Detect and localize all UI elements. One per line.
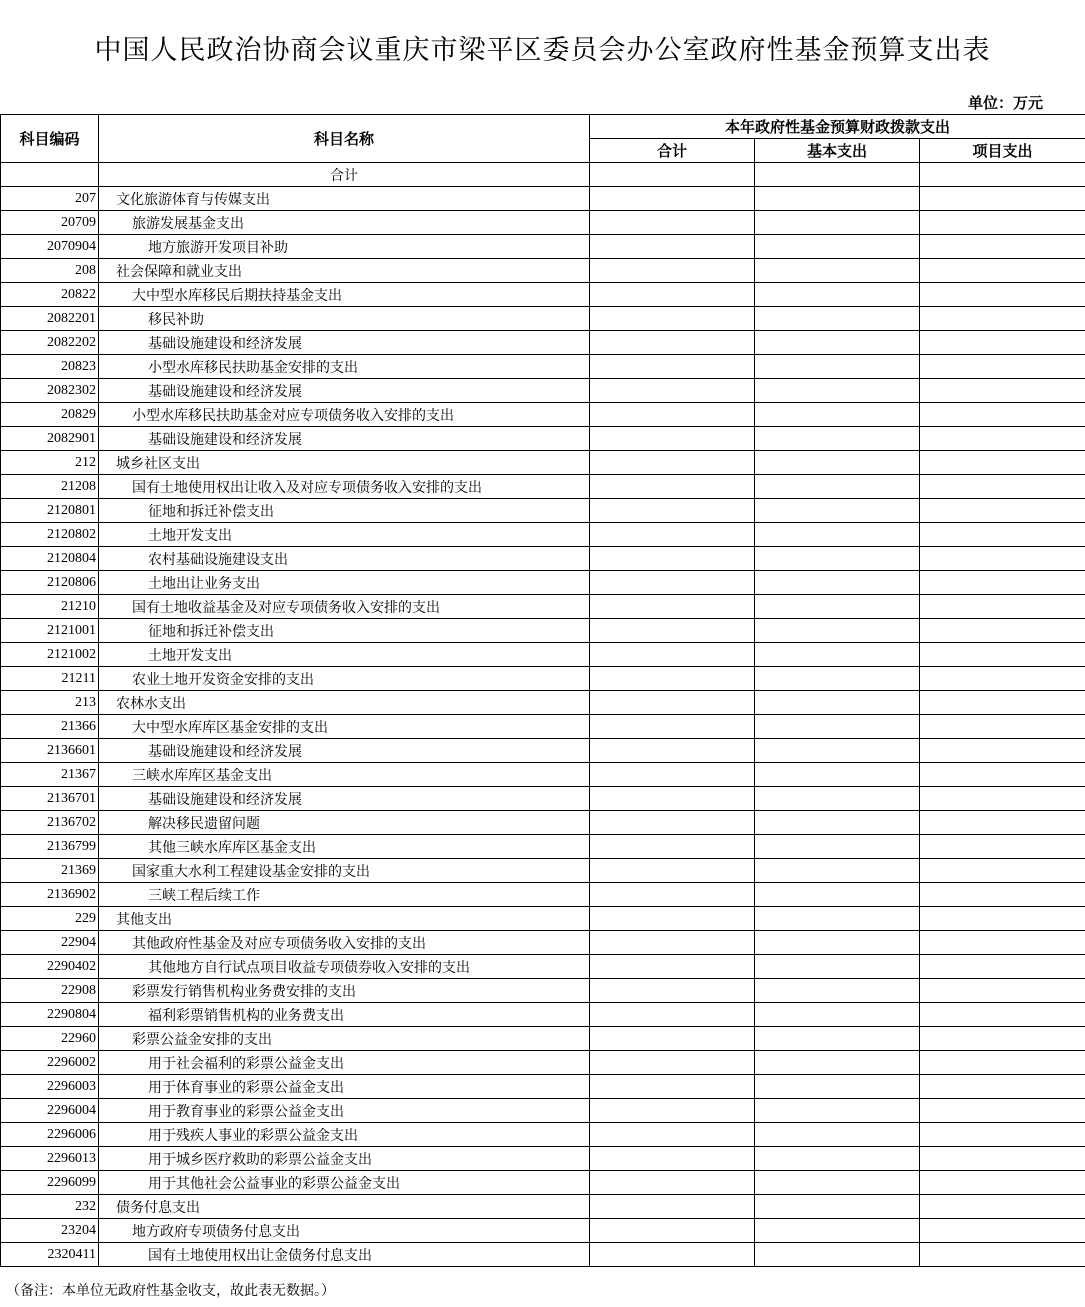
row-project-cell (920, 331, 1085, 355)
row-code: 208 (1, 259, 99, 283)
row-project-cell (920, 283, 1085, 307)
row-project-cell (920, 1171, 1085, 1195)
row-code: 2121001 (1, 619, 99, 643)
row-total-cell (590, 403, 755, 427)
row-basic-cell (755, 1027, 920, 1051)
row-code: 2296002 (1, 1051, 99, 1075)
row-code: 229 (1, 907, 99, 931)
row-name: 基础设施建设和经济发展 (99, 331, 590, 355)
row-total-cell (590, 691, 755, 715)
row-total-cell (590, 811, 755, 835)
row-basic-cell (755, 235, 920, 259)
row-basic-cell (755, 643, 920, 667)
row-project-cell (920, 643, 1085, 667)
row-total-cell (590, 883, 755, 907)
row-name: 农业土地开发资金安排的支出 (99, 667, 590, 691)
row-total-cell (590, 547, 755, 571)
row-name: 其他三峡水库库区基金支出 (99, 835, 590, 859)
table-row (1, 931, 1085, 955)
row-basic-cell (755, 187, 920, 211)
row-name: 三峡水库库区基金支出 (99, 763, 590, 787)
table-row (1, 307, 1085, 331)
row-total-cell (590, 1243, 755, 1267)
row-name: 土地开发支出 (99, 643, 590, 667)
row-total-cell (590, 955, 755, 979)
row-name: 土地开发支出 (99, 523, 590, 547)
row-project-cell (920, 1075, 1085, 1099)
row-total-cell (590, 379, 755, 403)
row-name: 国有土地收益基金及对应专项债务收入安排的支出 (99, 595, 590, 619)
row-code: 2136702 (1, 811, 99, 835)
table-row (1, 1075, 1085, 1099)
row-name: 大中型水库移民后期扶持基金支出 (99, 283, 590, 307)
row-basic-cell (755, 283, 920, 307)
table-row (1, 715, 1085, 739)
row-code: 2136902 (1, 883, 99, 907)
row-name: 基础设施建设和经济发展 (99, 787, 590, 811)
row-project-cell (920, 739, 1085, 763)
row-total-cell (590, 259, 755, 283)
row-basic-cell (755, 403, 920, 427)
row-basic-cell (755, 1051, 920, 1075)
row-total-cell (590, 427, 755, 451)
row-code: 2320411 (1, 1243, 99, 1267)
row-code: 20823 (1, 355, 99, 379)
row-project-cell (920, 1051, 1085, 1075)
row-basic-cell (755, 451, 920, 475)
table-row (1, 523, 1085, 547)
row-code: 20709 (1, 211, 99, 235)
row-name: 社会保障和就业支出 (99, 259, 590, 283)
row-code: 2296006 (1, 1123, 99, 1147)
table-row (1, 691, 1085, 715)
row-project-cell (920, 451, 1085, 475)
row-basic-cell (755, 907, 920, 931)
row-code: 21211 (1, 667, 99, 691)
row-code: 2082901 (1, 427, 99, 451)
row-basic-cell (755, 715, 920, 739)
row-code: 2136799 (1, 835, 99, 859)
row-total-cell (590, 307, 755, 331)
table-row (1, 1171, 1085, 1195)
row-code: 2082302 (1, 379, 99, 403)
row-name: 旅游发展基金支出 (99, 211, 590, 235)
table-row (1, 355, 1085, 379)
row-name: 基础设施建设和经济发展 (99, 739, 590, 763)
row-project-cell (920, 1123, 1085, 1147)
row-name: 小型水库移民扶助基金安排的支出 (99, 355, 590, 379)
row-basic-cell (755, 835, 920, 859)
row-project-cell (920, 307, 1085, 331)
row-basic-cell (755, 1243, 920, 1267)
row-code: 2120804 (1, 547, 99, 571)
unit-label: 单位：万元 (967, 94, 1043, 112)
row-project-cell (920, 1243, 1085, 1267)
row-code: 2070904 (1, 235, 99, 259)
row-name: 用于社会福利的彩票公益金支出 (99, 1051, 590, 1075)
row-basic-cell (755, 739, 920, 763)
row-project-cell (920, 1099, 1085, 1123)
row-basic-cell (755, 931, 920, 955)
row-total-cell (590, 499, 755, 523)
header-project: 项目支出 (920, 139, 1085, 163)
row-total-cell (590, 835, 755, 859)
row-project-cell (920, 523, 1085, 547)
table-row (1, 667, 1085, 691)
row-project-cell (920, 667, 1085, 691)
table-row (1, 379, 1085, 403)
row-total-cell (590, 331, 755, 355)
row-project-cell (920, 499, 1085, 523)
table-row (1, 1123, 1085, 1147)
row-project-cell (920, 1147, 1085, 1171)
row-total-cell (590, 643, 755, 667)
row-code: 2296003 (1, 1075, 99, 1099)
table-row (1, 859, 1085, 883)
total-project-cell (920, 163, 1085, 187)
table-row (1, 811, 1085, 835)
row-name: 地方旅游开发项目补助 (99, 235, 590, 259)
row-total-cell (590, 1027, 755, 1051)
row-project-cell (920, 859, 1085, 883)
row-basic-cell (755, 211, 920, 235)
row-project-cell (920, 1195, 1085, 1219)
table-row (1, 739, 1085, 763)
row-basic-cell (755, 427, 920, 451)
row-basic-cell (755, 307, 920, 331)
row-total-cell (590, 235, 755, 259)
row-name: 用于其他社会公益事业的彩票公益金支出 (99, 1171, 590, 1195)
row-project-cell (920, 427, 1085, 451)
row-project-cell (920, 931, 1085, 955)
table-row (1, 259, 1085, 283)
row-project-cell (920, 475, 1085, 499)
row-project-cell (920, 235, 1085, 259)
row-basic-cell (755, 667, 920, 691)
row-code: 20829 (1, 403, 99, 427)
row-total-cell (590, 859, 755, 883)
table-row (1, 835, 1085, 859)
row-name: 债务付息支出 (99, 1195, 590, 1219)
row-total-cell (590, 787, 755, 811)
budget-table (0, 114, 1085, 1267)
row-basic-cell (755, 1195, 920, 1219)
row-name: 其他政府性基金及对应专项债务收入安排的支出 (99, 931, 590, 955)
row-total-cell (590, 763, 755, 787)
row-project-cell (920, 379, 1085, 403)
table-row (1, 1003, 1085, 1027)
row-code: 2120802 (1, 523, 99, 547)
row-basic-cell (755, 1003, 920, 1027)
row-total-cell (590, 475, 755, 499)
row-project-cell (920, 1219, 1085, 1243)
total-code-cell (1, 163, 99, 187)
header-basic: 基本支出 (755, 139, 920, 163)
row-project-cell (920, 715, 1085, 739)
row-total-cell (590, 1099, 755, 1123)
row-name: 土地出让业务支出 (99, 571, 590, 595)
table-row (1, 1051, 1085, 1075)
row-total-cell (590, 1123, 755, 1147)
row-code: 2120806 (1, 571, 99, 595)
row-code: 2082201 (1, 307, 99, 331)
row-code: 21208 (1, 475, 99, 499)
row-code: 2120801 (1, 499, 99, 523)
row-code: 232 (1, 1195, 99, 1219)
table-row (1, 187, 1085, 211)
row-basic-cell (755, 955, 920, 979)
row-project-cell (920, 619, 1085, 643)
row-name: 彩票发行销售机构业务费安排的支出 (99, 979, 590, 1003)
row-name: 国有土地使用权出让收入及对应专项债务收入安排的支出 (99, 475, 590, 499)
row-name: 城乡社区支出 (99, 451, 590, 475)
row-code: 207 (1, 187, 99, 211)
row-name: 彩票公益金安排的支出 (99, 1027, 590, 1051)
row-code: 2290402 (1, 955, 99, 979)
header-total: 合计 (590, 139, 755, 163)
row-basic-cell (755, 1147, 920, 1171)
header-name: 科目名称 (99, 115, 590, 163)
row-code: 2296013 (1, 1147, 99, 1171)
row-code: 22960 (1, 1027, 99, 1051)
row-name: 农林水支出 (99, 691, 590, 715)
table-row (1, 451, 1085, 475)
row-project-cell (920, 403, 1085, 427)
row-basic-cell (755, 259, 920, 283)
table-row (1, 979, 1085, 1003)
row-total-cell (590, 667, 755, 691)
row-project-cell (920, 979, 1085, 1003)
row-total-cell (590, 739, 755, 763)
row-code: 22908 (1, 979, 99, 1003)
table-row (1, 1195, 1085, 1219)
row-project-cell (920, 259, 1085, 283)
total-row-label: 合计 (99, 163, 590, 187)
row-total-cell (590, 931, 755, 955)
row-total-cell (590, 451, 755, 475)
row-project-cell (920, 811, 1085, 835)
row-code: 2082202 (1, 331, 99, 355)
table-row (1, 643, 1085, 667)
table-row (1, 1243, 1085, 1267)
table-row (1, 883, 1085, 907)
row-name: 地方政府专项债务付息支出 (99, 1219, 590, 1243)
header-group: 本年政府性基金预算财政拨款支出 (590, 115, 1085, 139)
row-total-cell (590, 283, 755, 307)
total-row (1, 163, 1085, 187)
row-basic-cell (755, 355, 920, 379)
row-basic-cell (755, 1099, 920, 1123)
row-total-cell (590, 1171, 755, 1195)
row-name: 用于残疾人事业的彩票公益金支出 (99, 1123, 590, 1147)
table-row (1, 571, 1085, 595)
row-name: 福利彩票销售机构的业务费支出 (99, 1003, 590, 1027)
row-project-cell (920, 1027, 1085, 1051)
row-total-cell (590, 1147, 755, 1171)
table-row (1, 211, 1085, 235)
row-name: 其他支出 (99, 907, 590, 931)
table-row (1, 1027, 1085, 1051)
row-total-cell (590, 595, 755, 619)
row-basic-cell (755, 1123, 920, 1147)
row-project-cell (920, 211, 1085, 235)
table-row (1, 763, 1085, 787)
row-basic-cell (755, 979, 920, 1003)
row-name: 文化旅游体育与传媒支出 (99, 187, 590, 211)
table-row (1, 955, 1085, 979)
row-total-cell (590, 1003, 755, 1027)
row-name: 三峡工程后续工作 (99, 883, 590, 907)
row-project-cell (920, 547, 1085, 571)
row-code: 21369 (1, 859, 99, 883)
row-total-cell (590, 1051, 755, 1075)
row-code: 2296004 (1, 1099, 99, 1123)
row-basic-cell (755, 811, 920, 835)
row-project-cell (920, 763, 1085, 787)
row-total-cell (590, 1219, 755, 1243)
row-project-cell (920, 883, 1085, 907)
row-total-cell (590, 187, 755, 211)
page-title: 中国人民政治协商会议重庆市梁平区委员会办公室政府性基金预算支出表 (94, 35, 991, 66)
table-row (1, 1099, 1085, 1123)
row-basic-cell (755, 331, 920, 355)
row-basic-cell (755, 475, 920, 499)
table-row (1, 1219, 1085, 1243)
row-basic-cell (755, 547, 920, 571)
table-row (1, 331, 1085, 355)
total-basic-cell (755, 163, 920, 187)
row-code: 22904 (1, 931, 99, 955)
row-basic-cell (755, 1219, 920, 1243)
table-row (1, 235, 1085, 259)
row-code: 2296099 (1, 1171, 99, 1195)
row-name: 国家重大水利工程建设基金安排的支出 (99, 859, 590, 883)
total-amount-cell (590, 163, 755, 187)
row-project-cell (920, 835, 1085, 859)
table-row (1, 427, 1085, 451)
row-name: 移民补助 (99, 307, 590, 331)
row-name: 其他地方自行试点项目收益专项债券收入安排的支出 (99, 955, 590, 979)
row-project-cell (920, 595, 1085, 619)
row-code: 2121002 (1, 643, 99, 667)
row-code: 213 (1, 691, 99, 715)
row-name: 征地和拆迁补偿支出 (99, 619, 590, 643)
row-name: 农村基础设施建设支出 (99, 547, 590, 571)
table-row (1, 907, 1085, 931)
row-basic-cell (755, 1171, 920, 1195)
row-basic-cell (755, 859, 920, 883)
row-code: 21366 (1, 715, 99, 739)
row-project-cell (920, 571, 1085, 595)
row-total-cell (590, 1195, 755, 1219)
header-code: 科目编码 (1, 115, 99, 163)
row-code: 2290804 (1, 1003, 99, 1027)
row-project-cell (920, 1003, 1085, 1027)
row-basic-cell (755, 691, 920, 715)
table-row (1, 787, 1085, 811)
row-code: 2136601 (1, 739, 99, 763)
footnote: （备注：本单位无政府性基金收支，故此表无数据。） (6, 1283, 335, 1299)
row-name: 基础设施建设和经济发展 (99, 427, 590, 451)
table-row (1, 547, 1085, 571)
row-basic-cell (755, 523, 920, 547)
row-name: 国有土地使用权出让金债务付息支出 (99, 1243, 590, 1267)
row-basic-cell (755, 1075, 920, 1099)
row-total-cell (590, 907, 755, 931)
row-code: 23204 (1, 1219, 99, 1243)
row-project-cell (920, 955, 1085, 979)
row-name: 征地和拆迁补偿支出 (99, 499, 590, 523)
row-total-cell (590, 979, 755, 1003)
table-row (1, 403, 1085, 427)
row-name: 用于教育事业的彩票公益金支出 (99, 1099, 590, 1123)
row-basic-cell (755, 787, 920, 811)
row-total-cell (590, 619, 755, 643)
table-row (1, 619, 1085, 643)
row-project-cell (920, 691, 1085, 715)
row-code: 21367 (1, 763, 99, 787)
row-code: 20822 (1, 283, 99, 307)
row-basic-cell (755, 619, 920, 643)
row-name: 解决移民遗留问题 (99, 811, 590, 835)
row-name: 用于体育事业的彩票公益金支出 (99, 1075, 590, 1099)
table-row (1, 595, 1085, 619)
row-project-cell (920, 787, 1085, 811)
row-total-cell (590, 355, 755, 379)
row-project-cell (920, 907, 1085, 931)
table-row (1, 283, 1085, 307)
row-total-cell (590, 1075, 755, 1099)
row-code: 21210 (1, 595, 99, 619)
row-total-cell (590, 715, 755, 739)
row-basic-cell (755, 595, 920, 619)
row-basic-cell (755, 379, 920, 403)
row-basic-cell (755, 571, 920, 595)
row-basic-cell (755, 883, 920, 907)
row-name: 基础设施建设和经济发展 (99, 379, 590, 403)
row-code: 2136701 (1, 787, 99, 811)
row-name: 用于城乡医疗救助的彩票公益金支出 (99, 1147, 590, 1171)
table-row (1, 475, 1085, 499)
row-basic-cell (755, 763, 920, 787)
row-name: 大中型水库库区基金安排的支出 (99, 715, 590, 739)
row-project-cell (920, 187, 1085, 211)
table-row (1, 499, 1085, 523)
row-code: 212 (1, 451, 99, 475)
row-basic-cell (755, 499, 920, 523)
row-total-cell (590, 571, 755, 595)
row-name: 小型水库移民扶助基金对应专项债务收入安排的支出 (99, 403, 590, 427)
row-project-cell (920, 355, 1085, 379)
row-total-cell (590, 523, 755, 547)
table-row (1, 1147, 1085, 1171)
row-total-cell (590, 211, 755, 235)
table-body (1, 163, 1085, 1267)
